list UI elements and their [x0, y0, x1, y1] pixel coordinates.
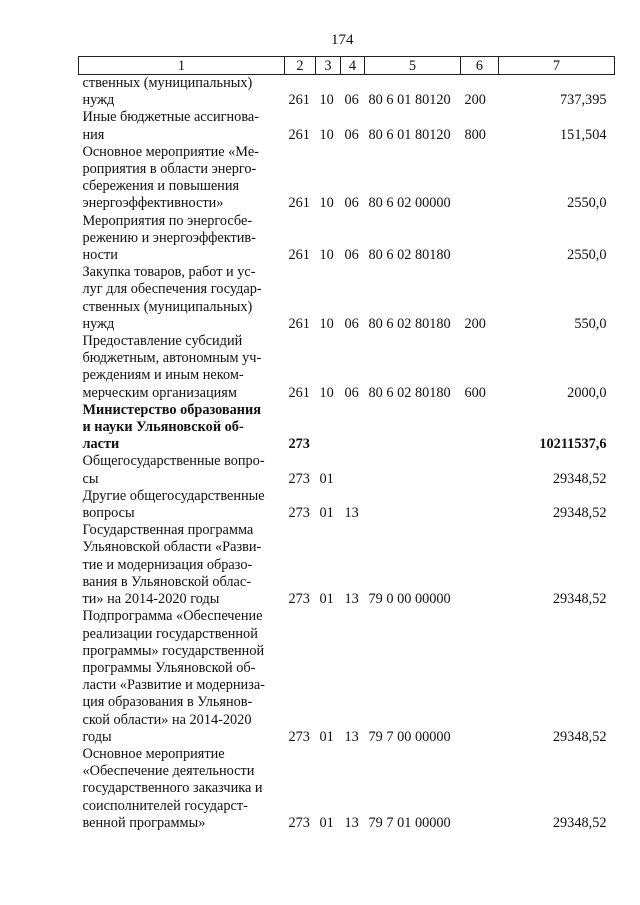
ministry-code: 273 — [288, 505, 310, 522]
table-row — [79, 333, 615, 402]
section-code: 10 — [319, 247, 334, 264]
ministry-code: 273 — [288, 470, 310, 487]
item-name-line: тие и модернизация образо- — [82, 556, 253, 573]
ministry-code: 261 — [288, 195, 310, 212]
ministry-code: 273 — [288, 436, 310, 453]
amount-value: 10211537,6 — [539, 436, 607, 453]
subsection-code — [341, 402, 365, 454]
expense-type-code: 800 — [464, 126, 486, 143]
amount-value: 2550,0 — [567, 247, 607, 264]
item-name-line: ности — [82, 247, 118, 264]
item-name-line: Общегосударственные вопро- — [82, 453, 265, 470]
subsection-code: 06 — [344, 384, 359, 401]
ministry-code: 261 — [288, 315, 310, 332]
column-header: 4 — [341, 57, 365, 75]
item-name-line: ласти «Развитие и модерниза- — [82, 677, 265, 694]
table-row — [79, 213, 615, 265]
table-row — [79, 608, 615, 746]
item-name-line: энергоэффективности» — [82, 195, 224, 212]
item-name — [79, 608, 285, 746]
item-name-line: Ульяновской области «Разви- — [82, 539, 262, 556]
section-code: 01 — [319, 728, 334, 745]
column-header: 5 — [365, 57, 461, 75]
item-name-line: Министерство образования — [82, 401, 262, 418]
section-code: 10 — [319, 384, 334, 401]
ministry-code: 273 — [288, 591, 310, 608]
item-name-line: нужд — [82, 92, 115, 109]
item-name-line: Подпрограмма «Обеспечение — [82, 608, 263, 625]
subsection-code: 06 — [344, 247, 359, 264]
table-row — [79, 75, 615, 110]
ministry-code: 261 — [288, 247, 310, 264]
page-number: 174 — [331, 32, 354, 48]
ministry-code: 273 — [288, 814, 310, 831]
item-name — [79, 453, 285, 487]
table-body — [79, 75, 615, 832]
target-article-code: 79 7 01 00000 — [368, 814, 451, 831]
item-name-line: государственного заказчика и — [82, 780, 263, 797]
table-header-row — [79, 57, 615, 75]
column-header: 3 — [316, 57, 341, 75]
amount-value: 2550,0 — [567, 195, 607, 212]
target-article-code — [365, 402, 461, 454]
item-name-line: ния — [82, 126, 105, 143]
item-name-line: ция образования в Ульянов- — [82, 694, 253, 711]
target-article-code: 80 6 02 80180 — [368, 384, 451, 401]
item-name-line: Мероприятия по энергосбе- — [82, 212, 253, 229]
item-name-line: ственных (муниципальных) — [82, 298, 253, 315]
section-code: 01 — [319, 470, 334, 487]
item-name — [79, 402, 285, 454]
subsection-code: 13 — [344, 728, 359, 745]
item-name — [79, 75, 285, 110]
item-name-line: реждениям и иным неком- — [82, 367, 244, 384]
item-name — [79, 746, 285, 832]
amount-value: 29348,52 — [552, 591, 607, 608]
target-article-code — [365, 488, 461, 522]
amount-value: 550,0 — [574, 315, 607, 332]
subsection-code: 13 — [344, 591, 359, 608]
item-name-line: вания в Ульяновской облас- — [82, 573, 251, 590]
item-name — [79, 109, 285, 143]
item-name-line: Закупка товаров, работ и ус- — [82, 264, 256, 281]
item-name — [79, 488, 285, 522]
table-row — [79, 109, 615, 143]
subsection-code: 06 — [344, 315, 359, 332]
amount-value: 151,504 — [560, 126, 607, 143]
column-header: 7 — [499, 57, 615, 75]
amount-value: 29348,52 — [552, 814, 607, 831]
column-header: 1 — [79, 57, 285, 75]
target-article-code: 80 6 01 80120 — [368, 92, 451, 109]
item-name-line: программы Ульяновской об- — [82, 659, 256, 676]
expense-type-code — [461, 402, 499, 454]
section-code: 10 — [319, 315, 334, 332]
target-article-code: 79 0 00 00000 — [368, 591, 451, 608]
table-row — [79, 453, 615, 487]
target-article-code: 80 6 02 80180 — [368, 247, 451, 264]
subsection-code: 06 — [344, 126, 359, 143]
ministry-code: 273 — [288, 728, 310, 745]
target-article-code — [365, 453, 461, 487]
item-name-line: программы» государственной — [82, 642, 265, 659]
expense-type-code — [461, 522, 499, 608]
amount-value: 29348,52 — [552, 470, 607, 487]
table-row — [79, 488, 615, 522]
item-name-line: и науки Ульяновской об- — [82, 419, 244, 436]
target-article-code: 79 7 00 00000 — [368, 728, 451, 745]
item-name-line: ской области» на 2014-2020 — [82, 711, 252, 728]
section-code: 01 — [319, 814, 334, 831]
amount-value: 29348,52 — [552, 505, 607, 522]
target-article-code: 80 6 01 80120 — [368, 126, 451, 143]
item-name-line: Основное мероприятие — [82, 745, 225, 762]
item-name-line: вопросы — [82, 505, 135, 522]
item-name — [79, 333, 285, 402]
target-article-code: 80 6 02 00000 — [368, 195, 451, 212]
subsection-code: 06 — [344, 195, 359, 212]
expense-type-code — [461, 213, 499, 265]
item-name — [79, 522, 285, 608]
item-name-line: Иные бюджетные ассигнова- — [82, 109, 259, 126]
expense-type-code — [461, 608, 499, 746]
item-name-line: Основное мероприятие «Ме- — [82, 143, 259, 160]
amount-value: 737,395 — [560, 92, 607, 109]
subsection-code — [341, 453, 365, 487]
item-name-line: Предоставление субсидий — [82, 333, 243, 350]
item-name-line: венной программы» — [82, 814, 206, 831]
item-name-line: ти» на 2014-2020 годы — [82, 591, 220, 608]
table-row — [79, 746, 615, 832]
section-code: 01 — [319, 505, 334, 522]
expense-type-code: 200 — [464, 315, 486, 332]
column-header: 6 — [461, 57, 499, 75]
item-name-line: сбережения и повышения — [82, 178, 240, 195]
item-name-line: Другие общегосударственные — [82, 487, 265, 504]
budget-table — [78, 56, 615, 832]
expense-type-code: 600 — [464, 384, 486, 401]
subsection-code: 13 — [344, 505, 359, 522]
item-name-line: луг для обеспечения государ- — [82, 281, 262, 298]
item-name-line: режению и энергоэффектив- — [82, 229, 256, 246]
item-name-line: бюджетным, автономным уч- — [82, 350, 262, 367]
expense-type-code — [461, 746, 499, 832]
item-name-line: реализации государственной — [82, 625, 258, 642]
expense-type-code: 200 — [464, 92, 486, 109]
expense-type-code — [461, 144, 499, 213]
section-code: 10 — [319, 92, 334, 109]
ministry-code: 261 — [288, 126, 310, 143]
expense-type-code — [461, 453, 499, 487]
amount-value: 2000,0 — [567, 384, 607, 401]
item-name — [79, 144, 285, 213]
section-code — [316, 402, 341, 454]
section-code: 01 — [319, 591, 334, 608]
table-row — [79, 522, 615, 608]
item-name-line: мерческим организациям — [82, 384, 237, 401]
subsection-code: 06 — [344, 92, 359, 109]
section-code: 10 — [319, 195, 334, 212]
column-header: 2 — [285, 57, 316, 75]
item-name-line: Государственная программа — [82, 522, 254, 539]
item-name-line: нужд — [82, 315, 115, 332]
item-name-line: «Обеспечение деятельности — [82, 763, 255, 780]
table-row — [79, 402, 615, 454]
item-name — [79, 264, 285, 333]
table-row — [79, 264, 615, 333]
amount-value: 29348,52 — [552, 728, 607, 745]
item-name — [79, 213, 285, 265]
section-code: 10 — [319, 126, 334, 143]
table-row — [79, 144, 615, 213]
ministry-code: 261 — [288, 92, 310, 109]
expense-type-code — [461, 488, 499, 522]
subsection-code: 13 — [344, 814, 359, 831]
item-name-line: ласти — [82, 436, 120, 453]
item-name-line: соисполнителей государст- — [82, 797, 248, 814]
item-name-line: ственных (муниципальных) — [82, 75, 253, 91]
ministry-code: 261 — [288, 384, 310, 401]
item-name-line: сы — [82, 470, 99, 487]
item-name-line: роприятия в области энерго- — [82, 161, 257, 178]
target-article-code: 80 6 02 80180 — [368, 315, 451, 332]
item-name-line: годы — [82, 728, 112, 745]
